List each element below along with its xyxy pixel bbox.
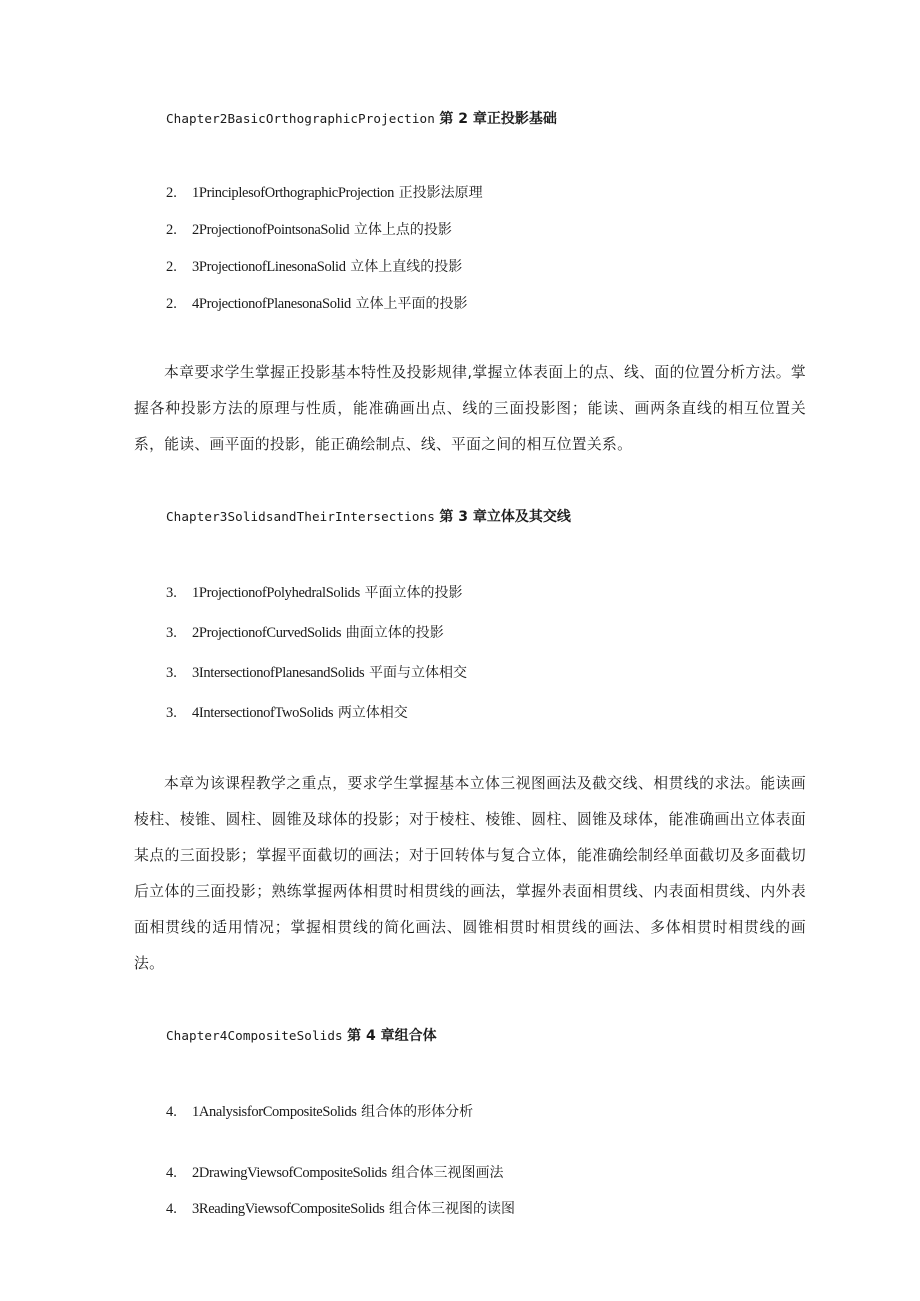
section-title-cn: 正投影法原理 — [398, 185, 483, 201]
section-title-en: 4IntersectionofTwoSolids — [192, 705, 334, 721]
section-title-en: 2ProjectionofPointsonaSolid — [192, 222, 350, 238]
section-4-3 — [166, 1199, 515, 1219]
section-number: 2. — [166, 185, 177, 201]
section-number: 4. — [166, 1104, 177, 1120]
section-title-cn: 立体上平面的投影 — [355, 296, 468, 312]
section-title-en: 1PrinciplesofOrthographicProjection — [192, 185, 394, 201]
section-title-cn: 两立体相交 — [337, 705, 408, 721]
section-title-cn: 组合体的形体分析 — [361, 1104, 474, 1120]
section-number: 2. — [166, 296, 177, 312]
section-title-en: 1ProjectionofPolyhedralSolids — [192, 585, 360, 601]
section-title-en: 4ProjectionofPlanesonaSolid — [192, 296, 351, 312]
section-number: 4. — [166, 1165, 177, 1181]
section-3-3 — [166, 663, 467, 683]
section-number: 3. — [166, 625, 177, 641]
section-title-en: 1AnalysisforCompositeSolids — [192, 1104, 357, 1120]
chapter-4-heading — [166, 1026, 437, 1046]
section-2-3 — [166, 257, 462, 277]
section-title-cn: 组合体三视图的读图 — [389, 1201, 516, 1217]
chapter-2-heading — [166, 109, 557, 129]
section-2-4 — [166, 294, 468, 314]
section-4-2 — [166, 1163, 503, 1183]
section-3-2 — [166, 623, 444, 643]
section-title-cn: 组合体三视图画法 — [391, 1165, 504, 1181]
section-number: 3. — [166, 665, 177, 681]
section-3-1 — [166, 583, 462, 603]
section-title-cn: 平面与立体相交 — [368, 665, 467, 681]
section-title-en: 3ProjectionofLinesonaSolid — [192, 259, 346, 275]
chapter-2-paragraph: 本章要求学生掌握正投影基本特性及投影规律,掌握立体表面上的点、线、面的位置分析方法。掌握各种投影方法的原理与性质，能准确画出点、线的三面投影图；能读、画两条直线的相互位置关系，能读、画平面的投影，能正确绘制点、线、平面之间的相互位置关系。 — [134, 364, 806, 453]
chapter-4-heading-en: Chapter4CompositeSolids — [166, 1028, 343, 1043]
chapter-3-heading-en: Chapter3SolidsandTheirIntersections — [166, 509, 435, 524]
chapter-4-heading-cn: 第 4 章组合体 — [347, 1028, 437, 1044]
section-title-cn: 曲面立体的投影 — [345, 625, 444, 641]
chapter-3-heading-cn: 第 3 章立体及其交线 — [439, 509, 571, 525]
section-title-en: 2DrawingViewsofCompositeSolids — [192, 1165, 387, 1181]
section-title-en: 3ReadingViewsofCompositeSolids — [192, 1201, 385, 1217]
chapter-2-heading-en: Chapter2BasicOrthographicProjection — [166, 111, 435, 126]
section-title-en: 3IntersectionofPlanesandSolids — [192, 665, 365, 681]
section-2-2 — [166, 220, 452, 240]
section-3-4 — [166, 703, 408, 723]
section-number: 2. — [166, 259, 177, 275]
section-number: 4. — [166, 1201, 177, 1217]
section-number: 3. — [166, 705, 177, 721]
chapter-3-heading — [166, 507, 571, 527]
section-4-1 — [166, 1102, 473, 1122]
section-2-1 — [166, 183, 483, 203]
section-title-cn: 平面立体的投影 — [364, 585, 463, 601]
chapter-3-paragraph: 本章为该课程教学之重点，要求学生掌握基本立体三视图画法及截交线、相贯线的求法。能读画棱柱、棱锥、圆柱、圆锥及球体的投影；对于棱柱、棱锥、圆柱、圆锥及球体，能准确画出立体表面某点的三面投影；掌握平面截切的画法；对于回转体与复合立体，能准确绘制经单面截切及多面截切后立体的三面投影；熟练掌握两体相贯时相贯线的画法，掌握外表面相贯线、内表面相贯线、内外表面相贯线的适用情况；掌握相贯线的简化画法、圆锥相贯时相贯线的画法、多体相贯时相贯线的画法。 — [134, 775, 806, 972]
section-number: 2. — [166, 222, 177, 238]
chapter-2-heading-cn: 第 2 章正投影基础 — [439, 111, 557, 127]
section-title-cn: 立体上直线的投影 — [350, 259, 463, 275]
section-title-en: 2ProjectionofCurvedSolids — [192, 625, 342, 641]
section-title-cn: 立体上点的投影 — [353, 222, 452, 238]
section-number: 3. — [166, 585, 177, 601]
